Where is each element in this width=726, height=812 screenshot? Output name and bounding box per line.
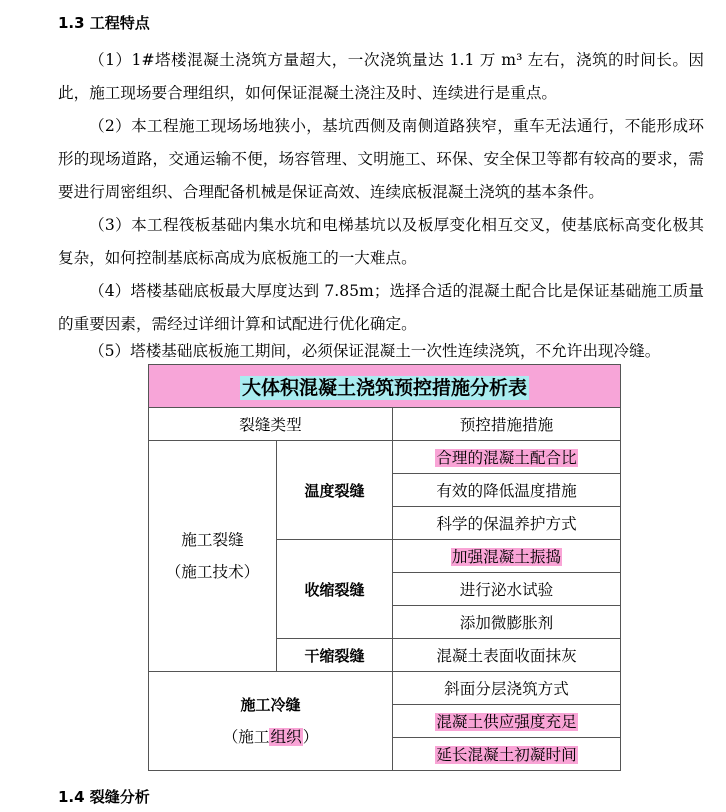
measure-cell [393, 738, 621, 771]
paragraph-5: （5）塔楼基础底板施工期间，必须保证混凝土一次性连续浇筑，不允许出现冷缝。 [89, 342, 661, 360]
table-title: 大体积混凝土浇筑预控措施分析表 [241, 376, 527, 399]
section-heading-1-3: 1.3 工程特点 [58, 14, 150, 32]
measure-cell: 有效的降低温度措施 [393, 474, 621, 507]
paragraph-2: （2）本工程施工现场场地狭小，基坑西侧及南侧道路狭窄，重车无法通行，不能形成环形的现场道路，交通运输不便，场容管理、文明施工、环保、安全保卫等都有较高的要求，需要进行周密组织、合理配备机械是保证高效、连续底板混凝土浇筑的基本条件。 [58, 117, 704, 201]
group-construction-cracks [149, 441, 277, 672]
measure-highlighted: 延长混凝土初凝时间 [436, 746, 577, 764]
measure-highlighted: 合理的混凝土配合比 [436, 449, 577, 467]
paragraph-1: （1）1#塔楼混凝土浇筑方量超大，一次浇筑量达 1.1 万 m³ 左右，浇筑的时间长。因此，施工现场要合理组织，如何保证混凝土浇注及时、连续进行是重点。 [58, 51, 704, 102]
category-temperature: 温度裂缝 [277, 441, 393, 540]
table-title-cell [149, 365, 621, 408]
highlight-organize: 组织 [270, 728, 302, 746]
measure-cell [393, 540, 621, 573]
category-shrinkage: 收缩裂缝 [277, 540, 393, 639]
measure-cell [393, 441, 621, 474]
measure-cell: 混凝土表面收面抹灰 [393, 639, 621, 672]
measure-cell [393, 705, 621, 738]
measure-cell: 添加微膨胀剂 [393, 606, 621, 639]
group-1-name: 施工裂缝 [181, 531, 244, 549]
section-heading-1-4: 1.4 裂缝分析 [58, 788, 150, 806]
measure-cell: 科学的保温养护方式 [393, 507, 621, 540]
group-cold-joint [149, 672, 393, 771]
paragraph-3: （3）本工程筏板基础内集水坑和电梯基坑以及板厚变化相互交叉，使基底标高变化极其复杂，如何控制基底标高成为底板施工的一大难点。 [58, 216, 704, 267]
header-measures: 预控措施措施 [393, 408, 621, 441]
measure-cell: 斜面分层浇筑方式 [393, 672, 621, 705]
header-crack-type: 裂缝类型 [149, 408, 393, 441]
analysis-table [148, 364, 621, 771]
paragraph-4: （4）塔楼基础底板最大厚度达到 7.85m；选择合适的混凝土配合比是保证基础施工质量的重要因素，需经过详细计算和试配进行优化确定。 [58, 282, 704, 333]
group-2-name: 施工冷缝 [240, 696, 301, 714]
group-2-sub: （施工组织） [222, 728, 319, 746]
category-dry-shrinkage: 干缩裂缝 [277, 639, 393, 672]
measure-highlighted: 加强混凝土振捣 [451, 548, 562, 566]
measure-cell: 进行泌水试验 [393, 573, 621, 606]
measure-highlighted: 混凝土供应强度充足 [436, 713, 577, 731]
group-1-sub: （施工技术） [165, 563, 260, 581]
